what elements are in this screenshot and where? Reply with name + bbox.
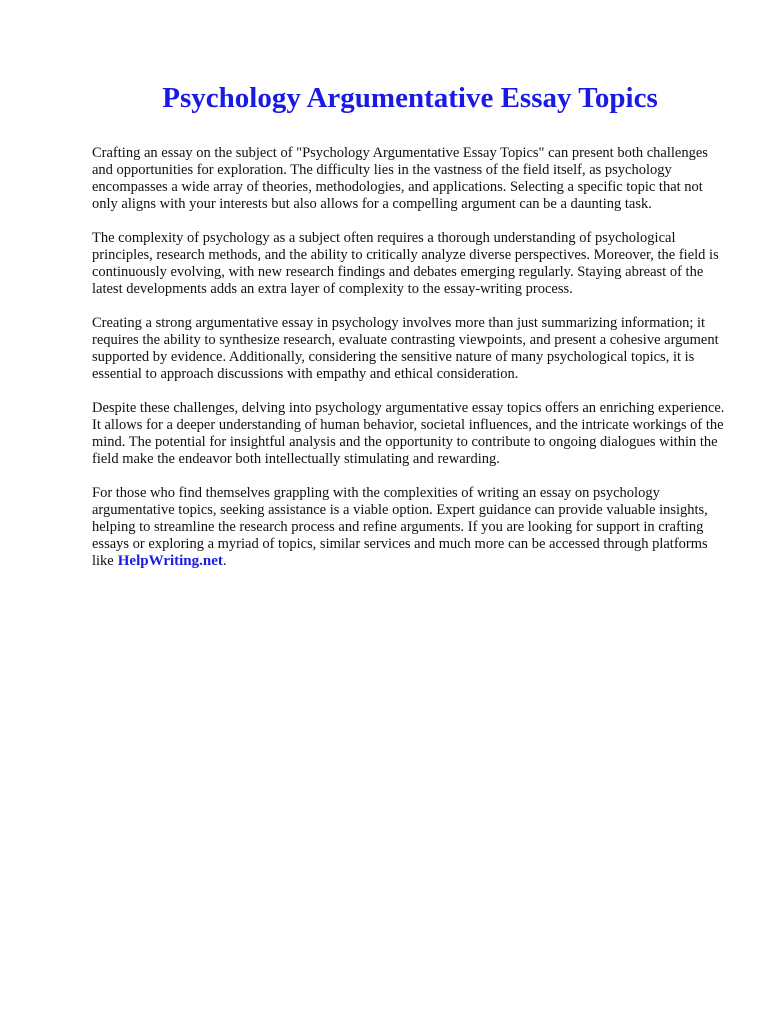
- paragraph-4: Despite these challenges, delving into psychology argumentative essay topics offers an enriching experience. It allows for a deeper understanding of human behavior, societal influences, and the intricate workings of the mind. The potential for insightful analysis and the opportunity to contribute to ongoing dialogues within the field make the endeavor both intellectually stimulating and rewarding.: [92, 400, 725, 467]
- paragraph-5-text: For those who find themselves grappling with the complexities of writing an essay on psychology argumentative topics, seeking assistance is a viable option. Expert guidance can provide valuable insights, helping to streamline the research process and refine arguments. If you are looking for support in crafting essays or exploring a myriad of topics, similar services and much more can be accessed through platforms like: [92, 485, 708, 569]
- paragraph-2: The complexity of psychology as a subject often requires a thorough understanding of psychological principles, research methods, and the ability to critically analyze diverse perspectives. Moreover, the field is continuously evolving, with new research findings and debates emerging regularly. Staying abreast of the latest developments adds an extra layer of complexity to the essay-writing process.: [92, 230, 719, 297]
- helpwriting-link[interactable]: HelpWriting.net: [117, 553, 223, 569]
- paragraph-5: [92, 485, 732, 570]
- page-title: Psychology Argumentative Essay Topics: [162, 82, 658, 114]
- paragraph-3: Creating a strong argumentative essay in psychology involves more than just summarizing information; it requires the ability to synthesize research, evaluate contrasting viewpoints, and present a cohesive argument supported by evidence. Additionally, considering the sensitive nature of many psychological topics, it is essential to approach discussions with empathy and ethical consideration.: [92, 315, 719, 382]
- document-body: [92, 145, 732, 587]
- paragraph-1: Crafting an essay on the subject of "Psychology Argumentative Essay Topics" can present both challenges and opportunities for exploration. The difficulty lies in the vastness of the field itself, as psychology encompasses a wide array of theories, methodologies, and applications. Selecting a specific topic that not only aligns with your interests but also allows for a compelling argument can be a daunting task.: [92, 145, 708, 212]
- paragraph-5-trailing: .: [222, 553, 227, 569]
